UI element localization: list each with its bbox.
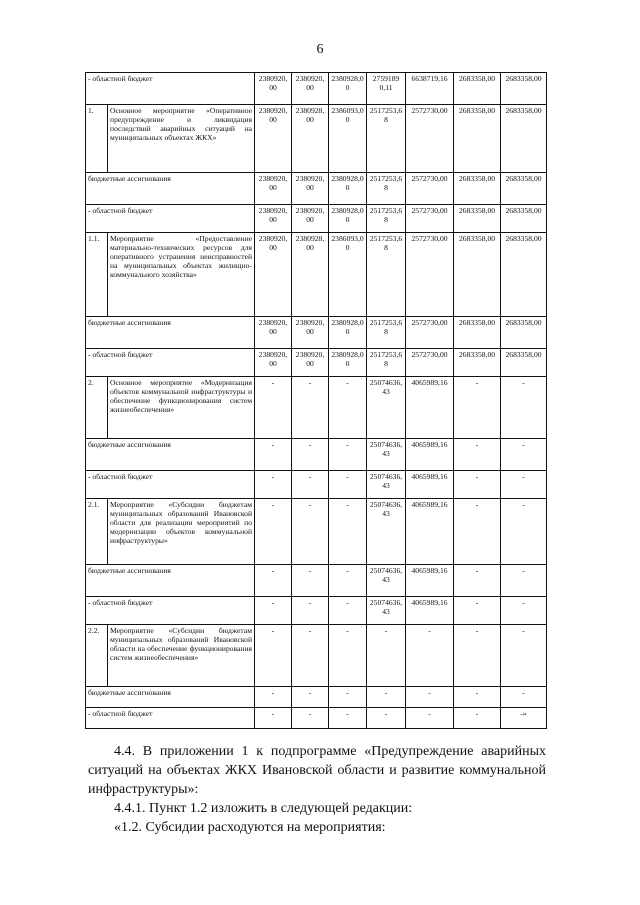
amount-cell: 2380920,00 xyxy=(255,173,292,205)
amount-cell: 25074636,43 xyxy=(367,471,406,499)
amount-cell: 2380920,00 xyxy=(255,317,292,349)
amount-cell: 2517253,68 xyxy=(367,173,406,205)
row-label: - областной бюджет xyxy=(86,349,255,377)
paragraph-1-2: «1.2. Субсидии расходуются на мероприятия: xyxy=(114,820,386,835)
amount-cell: 2683358,00 xyxy=(501,73,547,105)
measure-description: Основное мероприятие «Оперативное предупреждение и ликвидация последствий аварийных ситуаций на муниципальных объектах ЖКХ» xyxy=(108,105,255,173)
amount-cell: 25074636,43 xyxy=(367,377,406,439)
summary-row xyxy=(86,173,547,205)
amount-cell: 2386093,00 xyxy=(329,233,367,317)
amount-cell: 2380928,00 xyxy=(329,173,367,205)
row-label: - областной бюджет xyxy=(86,205,255,233)
amount-cell: 4065989,16 xyxy=(406,565,454,597)
amount-cell: 2517253,68 xyxy=(367,349,406,377)
row-label: - областной бюджет xyxy=(86,708,255,729)
amount-cell: 2572730,00 xyxy=(406,233,454,317)
amount-cell: 2380928,00 xyxy=(329,205,367,233)
amount-cell: - xyxy=(454,625,501,687)
measure-description: Мероприятие «Субсидии бюджетам муниципальных образований Ивановской области для реализации мероприятий по модернизации объектов коммунальной инфраструктуры» xyxy=(108,499,255,565)
amount-cell: 2380920,00 xyxy=(292,173,329,205)
amount-cell: 2517253,68 xyxy=(367,205,406,233)
amount-cell: 2380920,00 xyxy=(255,105,292,173)
amount-cell: 2380928,00 xyxy=(292,105,329,173)
amount-cell: 2380928,00 xyxy=(329,73,367,105)
body-text xyxy=(88,742,546,837)
amount-cell: 2380920,00 xyxy=(292,317,329,349)
amount-cell: 2683358,00 xyxy=(501,105,547,173)
amount-cell: - xyxy=(406,687,454,708)
amount-cell: 2683358,00 xyxy=(454,105,501,173)
measure-description: Мероприятие «Субсидии бюджетам муниципальных образований Ивановской области на обеспечение функционирования систем жизнеобеспечения» xyxy=(108,625,255,687)
amount-cell: - xyxy=(501,687,547,708)
amount-cell: 2517253,68 xyxy=(367,105,406,173)
amount-cell: 6638719,16 xyxy=(406,73,454,105)
amount-cell: - xyxy=(501,625,547,687)
amount-cell: - xyxy=(329,565,367,597)
amount-cell: - xyxy=(329,439,367,471)
measure-description: Мероприятие «Предоставление материально-технических ресурсов для оперативного устранения неисправностей на муниципальных объектах жилищно-коммунального хозяйства» xyxy=(108,233,255,317)
amount-cell: 2572730,00 xyxy=(406,205,454,233)
amount-cell: 4065989,16 xyxy=(406,499,454,565)
amount-cell: - xyxy=(292,565,329,597)
amount-cell: 2683358,00 xyxy=(501,205,547,233)
summary-row xyxy=(86,708,547,729)
amount-cell: - xyxy=(255,471,292,499)
amount-cell: - xyxy=(454,499,501,565)
summary-row xyxy=(86,317,547,349)
amount-cell: - xyxy=(501,597,547,625)
amount-cell: 4065989,16 xyxy=(406,377,454,439)
amount-cell: - xyxy=(329,625,367,687)
amount-cell: 2683358,00 xyxy=(454,73,501,105)
amount-cell: 25074636,43 xyxy=(367,565,406,597)
amount-cell: 2386093,00 xyxy=(329,105,367,173)
amount-cell: - xyxy=(454,687,501,708)
amount-cell: 2572730,00 xyxy=(406,105,454,173)
amount-cell: 2380928,00 xyxy=(329,349,367,377)
amount-cell: - xyxy=(255,377,292,439)
amount-cell: - xyxy=(501,471,547,499)
summary-row xyxy=(86,471,547,499)
amount-cell: - xyxy=(501,439,547,471)
row-label: бюджетные ассигнования xyxy=(86,173,255,205)
paragraph-4-4-1: 4.4.1. Пункт 1.2 изложить в следующей редакции: xyxy=(114,801,413,816)
amount-cell: - xyxy=(255,687,292,708)
amount-cell: - xyxy=(292,597,329,625)
row-label: бюджетные ассигнования xyxy=(86,439,255,471)
amount-cell: 2380920,00 xyxy=(255,233,292,317)
amount-cell: 2380920,00 xyxy=(292,349,329,377)
amount-cell: 2683358,00 xyxy=(454,349,501,377)
amount-cell: 2683358,00 xyxy=(501,173,547,205)
amount-cell: - xyxy=(292,471,329,499)
amount-cell: - xyxy=(454,597,501,625)
measure-description: Основное мероприятие «Модернизация объектов коммунальной инфраструктуры и обеспечение функционирования систем жизнеобеспечения» xyxy=(108,377,255,439)
summary-row xyxy=(86,687,547,708)
amount-cell: 2380920,00 xyxy=(255,349,292,377)
amount-cell: 2380928,00 xyxy=(292,233,329,317)
amount-cell: 2572730,00 xyxy=(406,317,454,349)
amount-cell: - xyxy=(454,439,501,471)
amount-cell: - xyxy=(501,565,547,597)
amount-cell: - xyxy=(406,625,454,687)
amount-cell: - xyxy=(454,708,501,729)
amount-cell: - xyxy=(367,625,406,687)
summary-row xyxy=(86,439,547,471)
amount-cell: 2572730,00 xyxy=(406,349,454,377)
page-number: 6 xyxy=(316,42,324,57)
row-number: 2. xyxy=(86,377,108,439)
row-label: бюджетные ассигнования xyxy=(86,687,255,708)
amount-cell: - xyxy=(454,565,501,597)
amount-cell: - xyxy=(454,471,501,499)
measure-row xyxy=(86,499,547,565)
row-number: 2.1. xyxy=(86,499,108,565)
amount-cell: - xyxy=(329,687,367,708)
row-label: - областной бюджет xyxy=(86,471,255,499)
measure-row xyxy=(86,233,547,317)
row-label: - областной бюджет xyxy=(86,73,255,105)
summary-row xyxy=(86,205,547,233)
amount-cell: 25074636,43 xyxy=(367,439,406,471)
amount-cell: 2572730,00 xyxy=(406,173,454,205)
amount-cell: - xyxy=(501,377,547,439)
amount-cell: - xyxy=(292,687,329,708)
amount-cell: 2380920,00 xyxy=(255,205,292,233)
amount-cell: - xyxy=(329,377,367,439)
amount-cell: - xyxy=(292,377,329,439)
amount-cell: 2683358,00 xyxy=(454,317,501,349)
amount-cell: -» xyxy=(501,708,547,729)
amount-cell: - xyxy=(367,687,406,708)
amount-cell: - xyxy=(255,597,292,625)
amount-cell: 2683358,00 xyxy=(454,173,501,205)
row-label: бюджетные ассигнования xyxy=(86,565,255,597)
amount-cell: - xyxy=(255,708,292,729)
amount-cell: 2380920,00 xyxy=(292,205,329,233)
amount-cell: 4065989,16 xyxy=(406,439,454,471)
amount-cell: 2517253,68 xyxy=(367,233,406,317)
amount-cell: 2683358,00 xyxy=(501,317,547,349)
amount-cell: - xyxy=(292,625,329,687)
amount-cell: 2517253,68 xyxy=(367,317,406,349)
measure-row xyxy=(86,105,547,173)
measure-row xyxy=(86,377,547,439)
amount-cell: - xyxy=(329,597,367,625)
amount-cell: - xyxy=(292,708,329,729)
row-number: 1. xyxy=(86,105,108,173)
amount-cell: - xyxy=(255,439,292,471)
amount-cell: - xyxy=(367,708,406,729)
amount-cell: 25074636,43 xyxy=(367,597,406,625)
amount-cell: 2380920,00 xyxy=(292,73,329,105)
amount-cell: 2759189 0,11 xyxy=(367,73,406,105)
amount-cell: - xyxy=(255,625,292,687)
amount-cell: 2380928,00 xyxy=(329,317,367,349)
row-label: бюджетные ассигнования xyxy=(86,317,255,349)
amount-cell: 25074636,43 xyxy=(367,499,406,565)
row-number: 2.2. xyxy=(86,625,108,687)
amount-cell: 4065989,16 xyxy=(406,471,454,499)
paragraph-4-4: 4.4. В приложении 1 к подпрограмме «Предупреждение аварийных ситуаций на объектах ЖКХ Ивановской области и развитие коммунальной инфраструктуры»: xyxy=(88,744,546,797)
amount-cell: 4065989,16 xyxy=(406,597,454,625)
amount-cell: 2683358,00 xyxy=(501,349,547,377)
summary-row xyxy=(86,349,547,377)
amount-cell: - xyxy=(329,471,367,499)
amount-cell: - xyxy=(255,565,292,597)
row-number: 1.1. xyxy=(86,233,108,317)
measure-row xyxy=(86,625,547,687)
summary-row xyxy=(86,565,547,597)
amount-cell: 2380920,00 xyxy=(255,73,292,105)
amount-cell: - xyxy=(255,499,292,565)
amount-cell: 2683358,00 xyxy=(454,205,501,233)
budget-table xyxy=(85,72,547,729)
amount-cell: - xyxy=(501,499,547,565)
summary-row xyxy=(86,73,547,105)
amount-cell: - xyxy=(454,377,501,439)
amount-cell: 2683358,00 xyxy=(501,233,547,317)
summary-row xyxy=(86,597,547,625)
amount-cell: - xyxy=(292,499,329,565)
amount-cell: - xyxy=(406,708,454,729)
amount-cell: - xyxy=(329,708,367,729)
amount-cell: - xyxy=(329,499,367,565)
amount-cell: 2683358,00 xyxy=(454,233,501,317)
amount-cell: - xyxy=(292,439,329,471)
row-label: - областной бюджет xyxy=(86,597,255,625)
